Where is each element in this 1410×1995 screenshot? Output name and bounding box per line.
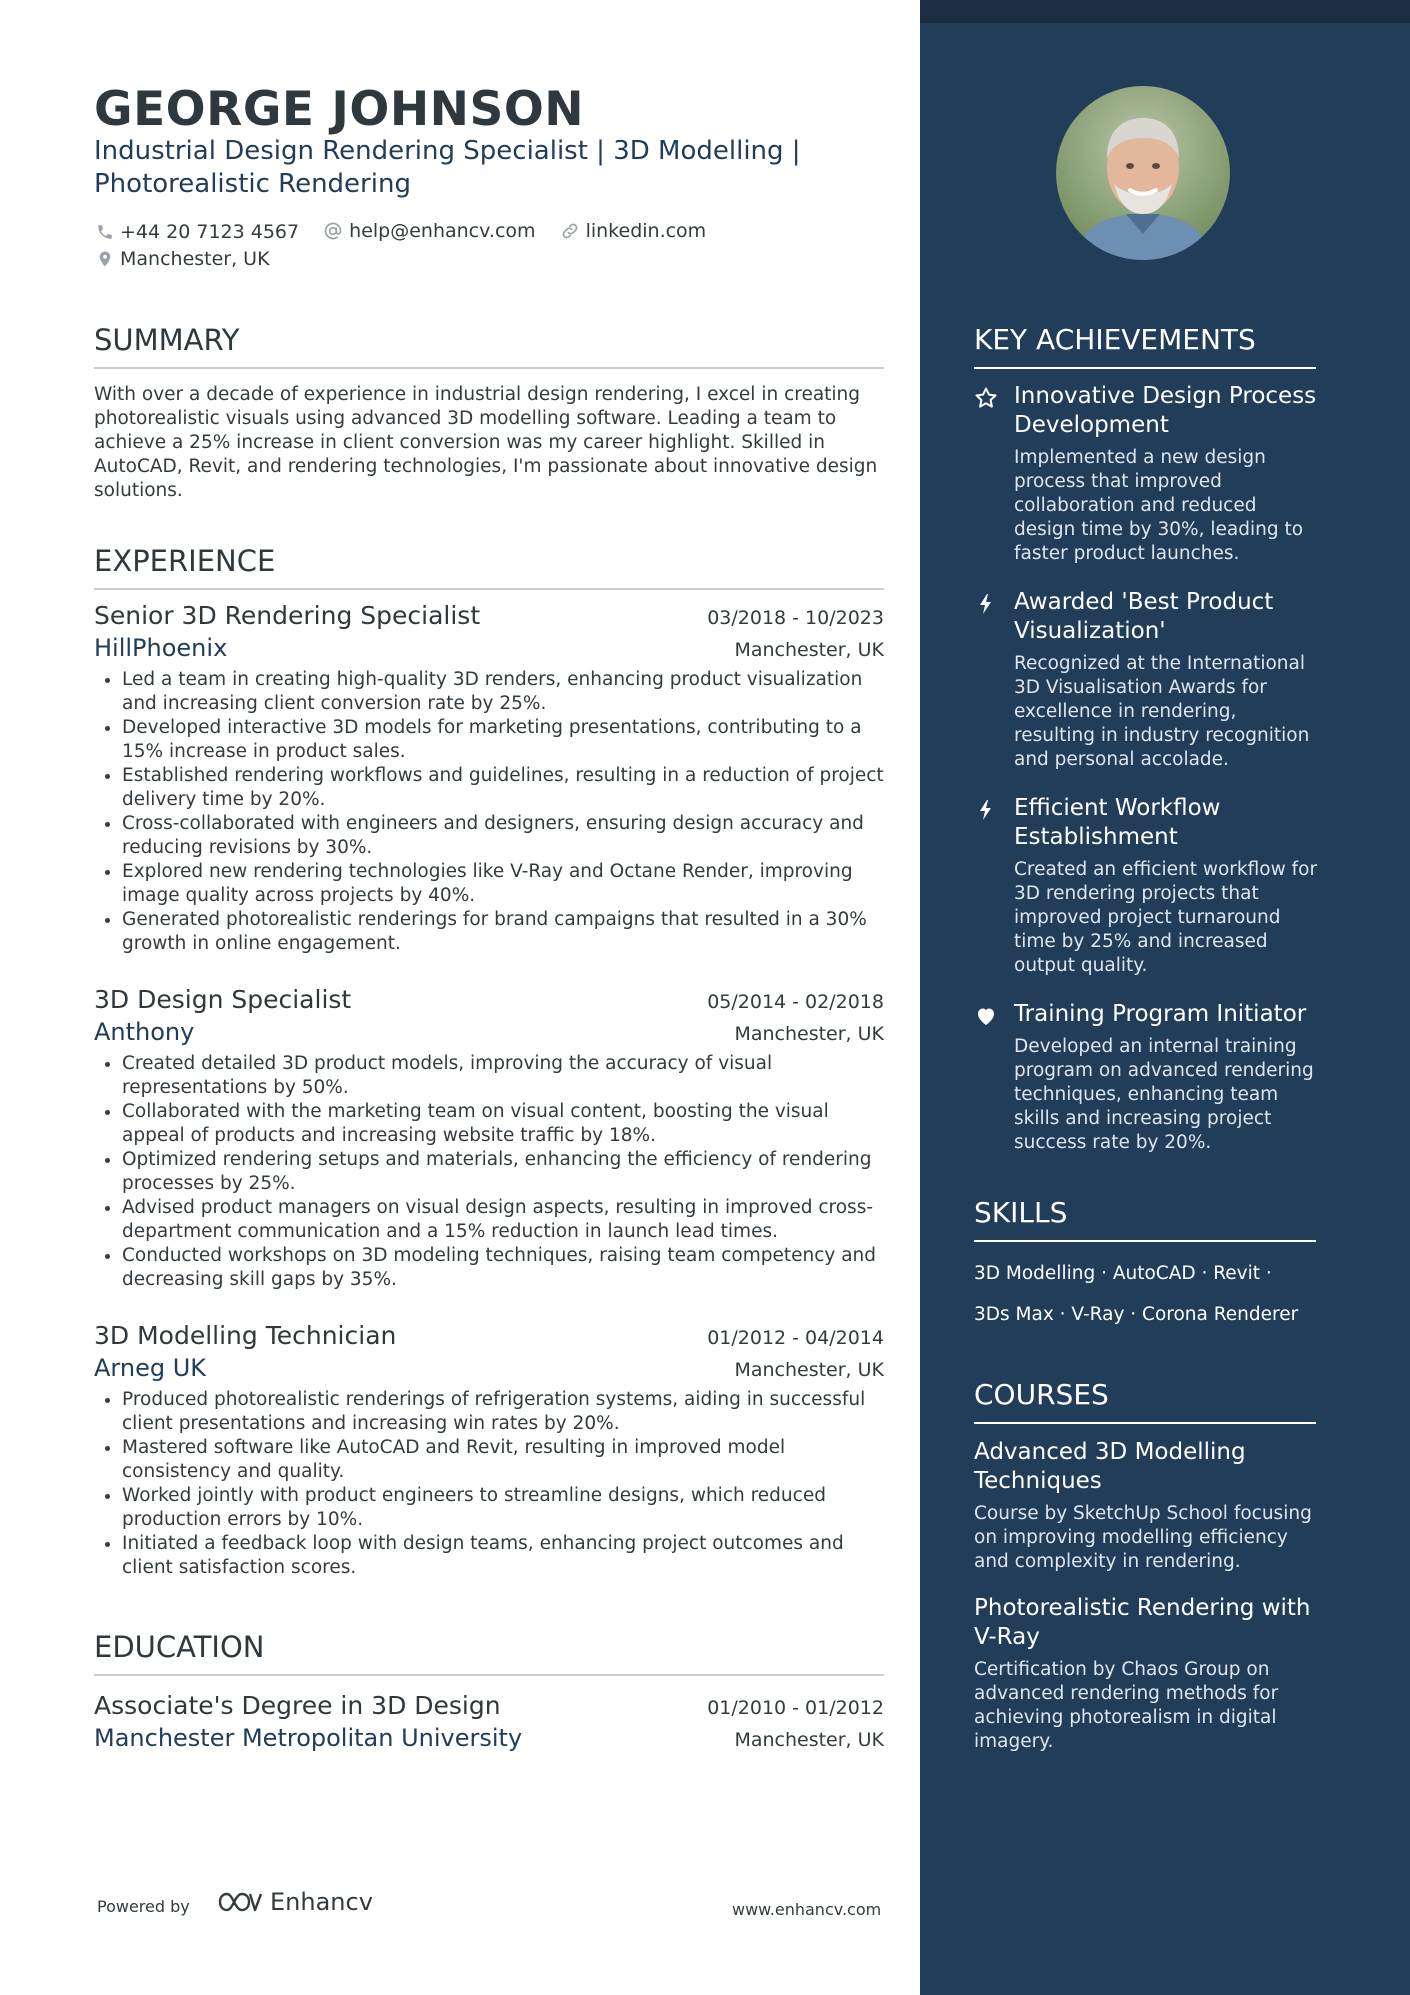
education-dates: 01/2010 - 01/2012 xyxy=(707,1697,884,1719)
skills-list xyxy=(974,1253,1314,1335)
degree-title: Associate's Degree in 3D Design xyxy=(94,1691,501,1720)
profile-photo xyxy=(1056,86,1230,260)
brand-name: Enhancv xyxy=(270,1888,373,1916)
bullet-item: • Cross-collaborated with engineers and designers, ensuring design accuracy and reducing revisions by 30%. xyxy=(122,812,884,860)
bullet-item: • Advised product managers on visual design aspects, resulting in improved cross-department communication and a 15% reduction in launch lead times. xyxy=(122,1196,884,1244)
bullet-item: • Explored new rendering technologies like V-Ray and Octane Render, improving image quality across projects by 40%. xyxy=(122,860,884,908)
profile-photo-image xyxy=(1056,86,1230,260)
job-bullets xyxy=(94,668,884,956)
job-entry xyxy=(94,600,884,956)
candidate-name: GEORGE JOHNSON xyxy=(94,82,585,137)
heart-icon xyxy=(974,1004,998,1028)
job-title: Senior 3D Rendering Specialist xyxy=(94,601,481,630)
achievement-title: Efficient Workflow Establishment xyxy=(1014,795,1221,850)
achievement-title: Awarded 'Best Product Visualization' xyxy=(1014,589,1274,644)
enhancv-logo[interactable] xyxy=(216,1888,373,1916)
job-location: Manchester, UK xyxy=(734,1023,884,1045)
bullet-item: • Initiated a feedback loop with design teams, enhancing project outcomes and client satisfaction scores. xyxy=(122,1532,884,1580)
course-item xyxy=(974,1438,1319,1574)
contact-phone[interactable] xyxy=(96,218,299,245)
bullet-item: • Collaborated with the marketing team on visual content, boosting the visual appeal of products and increasing website traffic by 18%. xyxy=(122,1100,884,1148)
bullet-item: • Led a team in creating high-quality 3D renders, enhancing product visualization and increasing client conversion rate by 25%. xyxy=(122,668,884,716)
summary-text: With over a decade of experience in industrial design rendering, I excel in creating photorealistic visuals using advanced 3D modelling software. Leading a team to achieve a 25% increase in client conversion was my career highlight. Skilled in AutoCAD, Revit, and rendering technologies, I'm passionate about innovative design solutions. xyxy=(94,384,878,501)
enhancv-logo-icon xyxy=(216,1889,264,1915)
contact-email[interactable] xyxy=(323,217,535,244)
bullet-item: • Generated photorealistic renderings for brand campaigns that resulted in a 30% growth in online engagement. xyxy=(122,908,884,956)
location-pin-icon xyxy=(96,250,114,268)
achievements-heading: KEY ACHIEVEMENTS xyxy=(974,323,1316,369)
job-dates: 05/2014 - 02/2018 xyxy=(707,991,884,1013)
contact-link[interactable] xyxy=(560,217,707,244)
education-entry xyxy=(94,1690,884,1754)
job-title: 3D Design Specialist xyxy=(94,985,352,1014)
bullet-item: • Conducted workshops on 3D modeling techniques, raising team competency and decreasing skill gaps by 35%. xyxy=(122,1244,884,1292)
job-title: 3D Modelling Technician xyxy=(94,1321,397,1350)
achievement-desc: Created an efficient workflow for 3D rendering projects that improved project turnaround time by 25% and increased output quality. xyxy=(1014,859,1318,976)
achievement-item xyxy=(974,382,1319,566)
star-icon xyxy=(974,386,998,410)
bolt-icon xyxy=(974,798,998,822)
footer-url[interactable]: www.enhancv.com xyxy=(732,1900,882,1919)
bullet-item: • Mastered software like AutoCAD and Revit, resulting in improved model consistency and quality. xyxy=(122,1436,884,1484)
achievement-desc: Recognized at the International 3D Visualisation Awards for excellence in rendering, resulting in industry recognition and personal accolade. xyxy=(1014,653,1310,770)
skills-heading: SKILLS xyxy=(974,1196,1316,1242)
sidebar-top-band xyxy=(920,0,1410,23)
courses-heading: COURSES xyxy=(974,1378,1316,1424)
bolt-icon xyxy=(974,592,998,616)
course-item xyxy=(974,1594,1319,1754)
bullet-item: • Produced photorealistic renderings of refrigeration systems, aiding in successful client presentations and increasing win rates by 20%. xyxy=(122,1388,884,1436)
powered-by-label: Powered by xyxy=(97,1897,190,1916)
achievement-item xyxy=(974,1000,1319,1155)
course-desc: Course by SketchUp School focusing on improving modelling efficiency and complexity in rendering. xyxy=(974,1503,1312,1572)
at-icon xyxy=(323,221,343,241)
experience-heading: EXPERIENCE xyxy=(94,544,884,590)
education-heading: EDUCATION xyxy=(94,1630,884,1676)
bullet-item: • Optimized rendering setups and materials, enhancing the efficiency of rendering processes by 25%. xyxy=(122,1148,884,1196)
candidate-title: Industrial Design Rendering Specialist | 3D Modelling | Photorealistic Rendering xyxy=(94,136,801,199)
job-entry xyxy=(94,1320,884,1580)
job-entry xyxy=(94,984,884,1292)
course-title: Advanced 3D Modelling Techniques xyxy=(974,1439,1246,1494)
course-title: Photorealistic Rendering with V-Ray xyxy=(974,1595,1311,1650)
job-dates: 01/2012 - 04/2014 xyxy=(707,1327,884,1349)
course-desc: Certification by Chaos Group on advanced rendering methods for achieving photorealism in digital imagery. xyxy=(974,1659,1279,1752)
job-company: HillPhoenix xyxy=(94,634,228,662)
contact-location xyxy=(96,246,270,273)
job-location: Manchester, UK xyxy=(734,639,884,661)
school-name: Manchester Metropolitan University xyxy=(94,1724,523,1752)
link-icon xyxy=(560,221,580,241)
link-text: linkedin.com xyxy=(585,219,707,242)
phone-icon xyxy=(96,223,114,241)
summary-heading: SUMMARY xyxy=(94,323,884,369)
achievement-desc: Developed an internal training program on advanced rendering techniques, enhancing team skills and increasing project success rate by 20%. xyxy=(1014,1036,1314,1153)
job-dates: 03/2018 - 10/2023 xyxy=(707,607,884,629)
achievement-item xyxy=(974,588,1319,772)
contact-info xyxy=(96,217,816,273)
achievement-desc: Implemented a new design process that improved collaboration and reduced design time by 30%, leading to faster product launches. xyxy=(1014,447,1304,564)
skills-line: 3D Modelling · AutoCAD · Revit · xyxy=(974,1263,1272,1284)
bullet-item: • Worked jointly with product engineers to streamline designs, which reduced production errors by 10%. xyxy=(122,1484,884,1532)
job-bullets xyxy=(94,1388,884,1580)
phone-text: +44 20 7123 4567 xyxy=(120,220,300,243)
achievement-item xyxy=(974,794,1319,978)
bullet-item: • Established rendering workflows and guidelines, resulting in a reduction of project delivery time by 20%. xyxy=(122,764,884,812)
achievement-title: Training Program Initiator xyxy=(1014,1001,1307,1027)
bullet-item: • Created detailed 3D product models, improving the accuracy of visual representations by 50%. xyxy=(122,1052,884,1100)
job-company: Arneg UK xyxy=(94,1354,207,1382)
job-bullets xyxy=(94,1052,884,1292)
job-location: Manchester, UK xyxy=(734,1359,884,1381)
job-company: Anthony xyxy=(94,1018,195,1046)
education-location: Manchester, UK xyxy=(734,1729,884,1751)
achievement-title: Innovative Design Process Development xyxy=(1014,383,1317,438)
skills-line: 3Ds Max · V-Ray · Corona Renderer xyxy=(974,1304,1299,1325)
email-text: help@enhancv.com xyxy=(349,219,536,242)
location-text: Manchester, UK xyxy=(120,248,270,270)
bullet-item: • Developed interactive 3D models for marketing presentations, contributing to a 15% increase in product sales. xyxy=(122,716,884,764)
